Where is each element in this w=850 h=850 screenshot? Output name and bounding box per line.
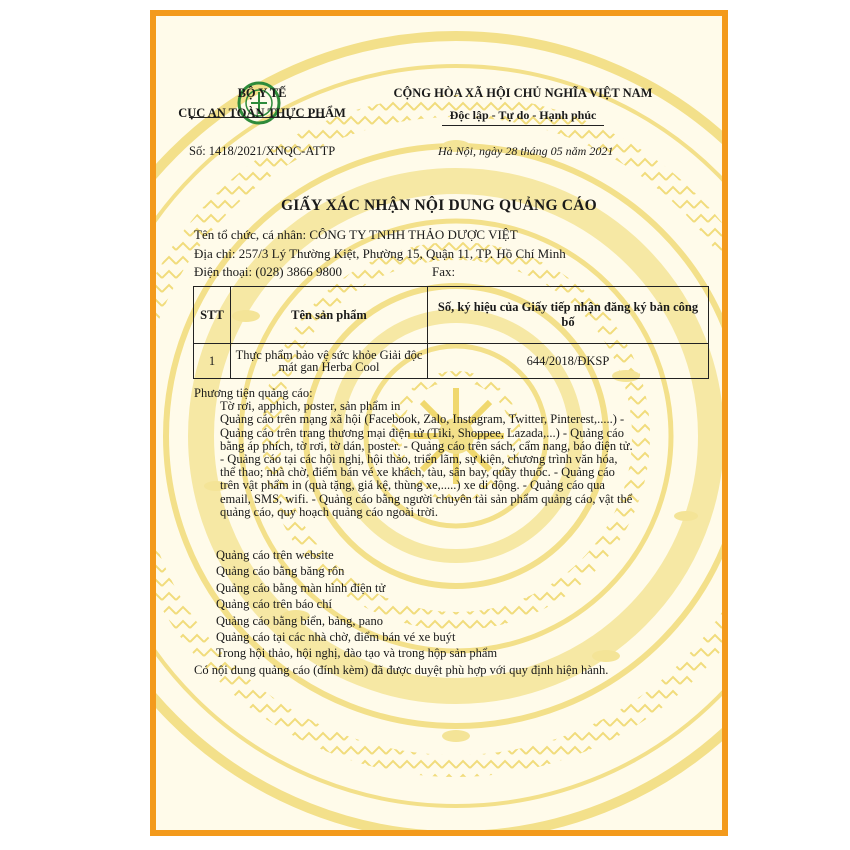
list-item: Quảng cáo trên website <box>216 548 334 562</box>
ministry-name: BỘ Y TẾ <box>237 86 287 100</box>
document-content <box>156 16 722 830</box>
org-address-line: Địa chỉ: 257/3 Lý Thường Kiệt, Phường 15, Quận 11, TP. Hồ Chí Minh <box>194 246 566 261</box>
row-stt: 1 <box>194 344 231 379</box>
row-code: 644/2018/ĐKSP <box>428 344 709 379</box>
org-phone-line: Điện thoại: (028) 3866 9800 <box>194 264 343 279</box>
media-block-line: trên vật phẩm in (quà tặng, giá kệ, thùng xe,.....) xe di động. - Quảng cáo qua <box>220 478 605 493</box>
media-block-line: thể thao; nhà chờ, điểm bán vé xe khách, tàu, sân bay, quầy thuốc. - Quảng cáo <box>220 465 615 480</box>
media-block-line: - Quảng cáo tại các hội nghị, hội thảo, triển lãm, sự kiện, chương trình văn hóa, <box>220 452 618 467</box>
column-header-code: Số, ký hiệu của Giấy tiếp nhận đăng ký bản công bố <box>428 287 709 344</box>
media-section <box>194 387 633 519</box>
place-date: Hà Nội, ngày 28 tháng 05 năm 2021 <box>438 144 614 158</box>
list-item: Quảng cáo bằng biển, bảng, pano <box>216 613 383 628</box>
column-header-stt: STT <box>194 287 231 344</box>
list-item: Quảng cáo tại các nhà chờ, điểm bán vé xe buýt <box>216 630 456 645</box>
media-items-list <box>194 547 608 678</box>
document-title: GIẤY XÁC NHẬN NỘI DUNG QUẢNG CÁO <box>281 197 597 214</box>
agency-name: CỤC AN TOÀN THỰC PHẨM <box>178 106 346 120</box>
list-item: Quảng cáo bằng băng rôn <box>216 564 345 579</box>
left-header-underline <box>189 117 325 118</box>
motto-underline <box>442 125 604 126</box>
list-item: Quảng cáo bằng màn hình điện tử <box>216 580 386 595</box>
media-block-line: email, SMS, wifi. - Quảng cáo bằng người chuyên tải sản phẩm quảng cáo, vật thể <box>220 491 633 506</box>
document-frame <box>150 10 728 836</box>
closing-statement: Có nội dung quảng cáo (đính kèm) đã được duyệt phù hợp với quy định hiện hành. <box>194 662 609 677</box>
media-label: Phương tiện quảng cáo: <box>194 386 313 400</box>
product-table <box>193 286 709 379</box>
table-row <box>194 344 709 379</box>
media-block-line: Quảng cáo trên mạng xã hội (Facebook, Zalo, Instagram, Twitter, Pinterest,.....) - <box>220 412 625 427</box>
list-item: Quảng cáo trên báo chí <box>216 597 332 612</box>
column-header-product: Tên sản phẩm <box>231 287 428 344</box>
table-header-row <box>194 287 709 344</box>
media-block-line: Quảng cáo trên trang thương mại điện tử (Tiki, Shoppee, Lazada,...) - Quảng cáo <box>220 425 624 440</box>
row-product: Thực phẩm bảo vệ sức khỏe Giải độc mát gan Herba Cool <box>231 344 428 379</box>
document-number: Số: 1418/2021/XNQC-ATTP <box>189 144 336 158</box>
media-block-line: bằng áp phích, tờ rơi, tờ dán, poster. - Quảng cáo trên sách, cẩm nang, báo điện tử. <box>220 438 633 453</box>
list-item: Trong hội thảo, hội nghị, đào tạo và trong hộp sản phẩm <box>216 646 498 661</box>
media-block-line: Tờ rơi, apphich, poster, sản phẩm in <box>220 399 401 414</box>
national-motto: Độc lập - Tự do - Hạnh phúc <box>449 108 597 122</box>
media-block-line: quảng cáo, quy hoạch quảng cáo ngoài trời. <box>220 504 438 519</box>
org-name-line: Tên tổ chức, cá nhân: CÔNG TY TNHH THẢO DƯỢC VIỆT <box>194 227 518 242</box>
org-fax-label: Fax: <box>432 264 456 279</box>
republic-name: CỘNG HÒA XÃ HỘI CHỦ NGHĨA VIỆT NAM <box>393 86 653 100</box>
